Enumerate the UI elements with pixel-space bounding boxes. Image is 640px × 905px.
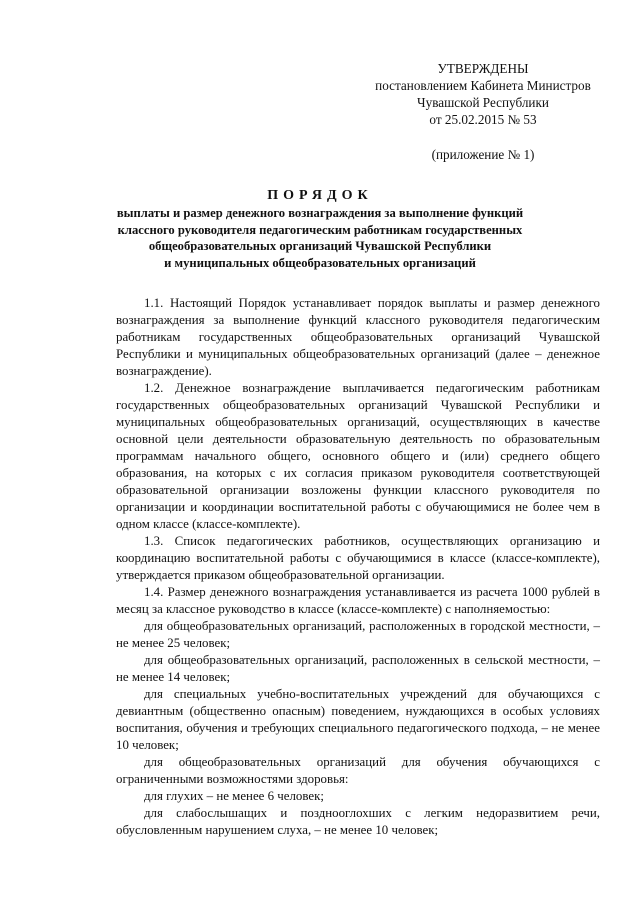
heading-line-3: общеобразовательных организаций Чувашской Республики [148, 239, 492, 253]
list-item-special: для специальных учебно-воспитательных учреждений для обучающихся с девиантным (общественно опасным) поведением, нуждающихся в особых условиях воспитания, обучения и требующих специального педагогического подхода, – не менее 10 человек; [116, 687, 600, 752]
heading-line-1: выплаты и размер денежного вознаграждения за выполнение функций [116, 206, 524, 220]
paragraph-1-1: 1.1. Настоящий Порядок устанавливает порядок выплаты и размер денежного вознаграждения за выполнение функций классного руководителя педагогическим работникам государственных общеобразовательных организаций Чувашской Республики и муниципальных общеобразовательных организаций (далее – денежное вознаграждение). [116, 296, 600, 378]
paragraph-1-2: 1.2. Денежное вознаграждение выплачивается педагогическим работникам государственных общеобразовательных организаций Чувашской Республики и муниципальных общеобразовательных организаций, осуществляющих в качестве основной цели деятельности образовательную деятельность по образовательным программам начального общего, основного общего и (или) среднего общего образования, на которых с их согласия приказом руководителя соответствующей образовательной организации возложены функции классного руководителя по организации и координации воспитательной работы с обучающимися не более чем в одном классе (классе-комплекте). [116, 381, 600, 531]
approval-block [363, 60, 603, 163]
approval-issuer-region: Чувашской Республики [417, 95, 549, 110]
approval-date-number: от 25.02.2015 № 53 [429, 112, 537, 127]
list-item-deaf: для глухих – не менее 6 человек; [144, 789, 324, 803]
document-body [116, 295, 600, 839]
paragraph-1-3: 1.3. Список педагогических работников, осуществляющих организацию и координацию воспитательной работы с обучающимися в классе (классе-комплекте), утверждается приказом общеобразовательной организации. [116, 534, 600, 582]
list-item-urban: для общеобразовательных организаций, расположенных в городской местности, – не менее 25 человек; [116, 619, 600, 650]
approval-title: УТВЕРЖДЕНЫ [437, 61, 529, 76]
list-item-hard-of-hearing: для слабослышащих и позднооглохших с легким недоразвитием речи, обусловленным нарушением слуха, – не менее 10 человек; [116, 806, 600, 837]
paragraph-1-4: 1.4. Размер денежного вознаграждения устанавливается из расчета 1000 рублей в месяц за классное руководство в классе (классе-комплекте) с наполняемостью: [116, 585, 600, 616]
document-heading [108, 186, 532, 271]
list-item-disabilities: для общеобразовательных организаций для обучения обучающихся с ограниченными возможностями здоровья: [116, 755, 600, 786]
list-item-rural: для общеобразовательных организаций, расположенных в сельской местности, – не менее 14 человек; [116, 653, 600, 684]
approval-issuer: постановлением Кабинета Министров [375, 78, 591, 93]
heading-line-4: и муниципальных общеобразовательных организаций [164, 255, 476, 270]
document-title: ПОРЯДОК [267, 188, 373, 203]
heading-line-2: классного руководителя педагогическим работникам государственных [117, 222, 523, 237]
appendix-note: (приложение № 1) [431, 147, 535, 162]
